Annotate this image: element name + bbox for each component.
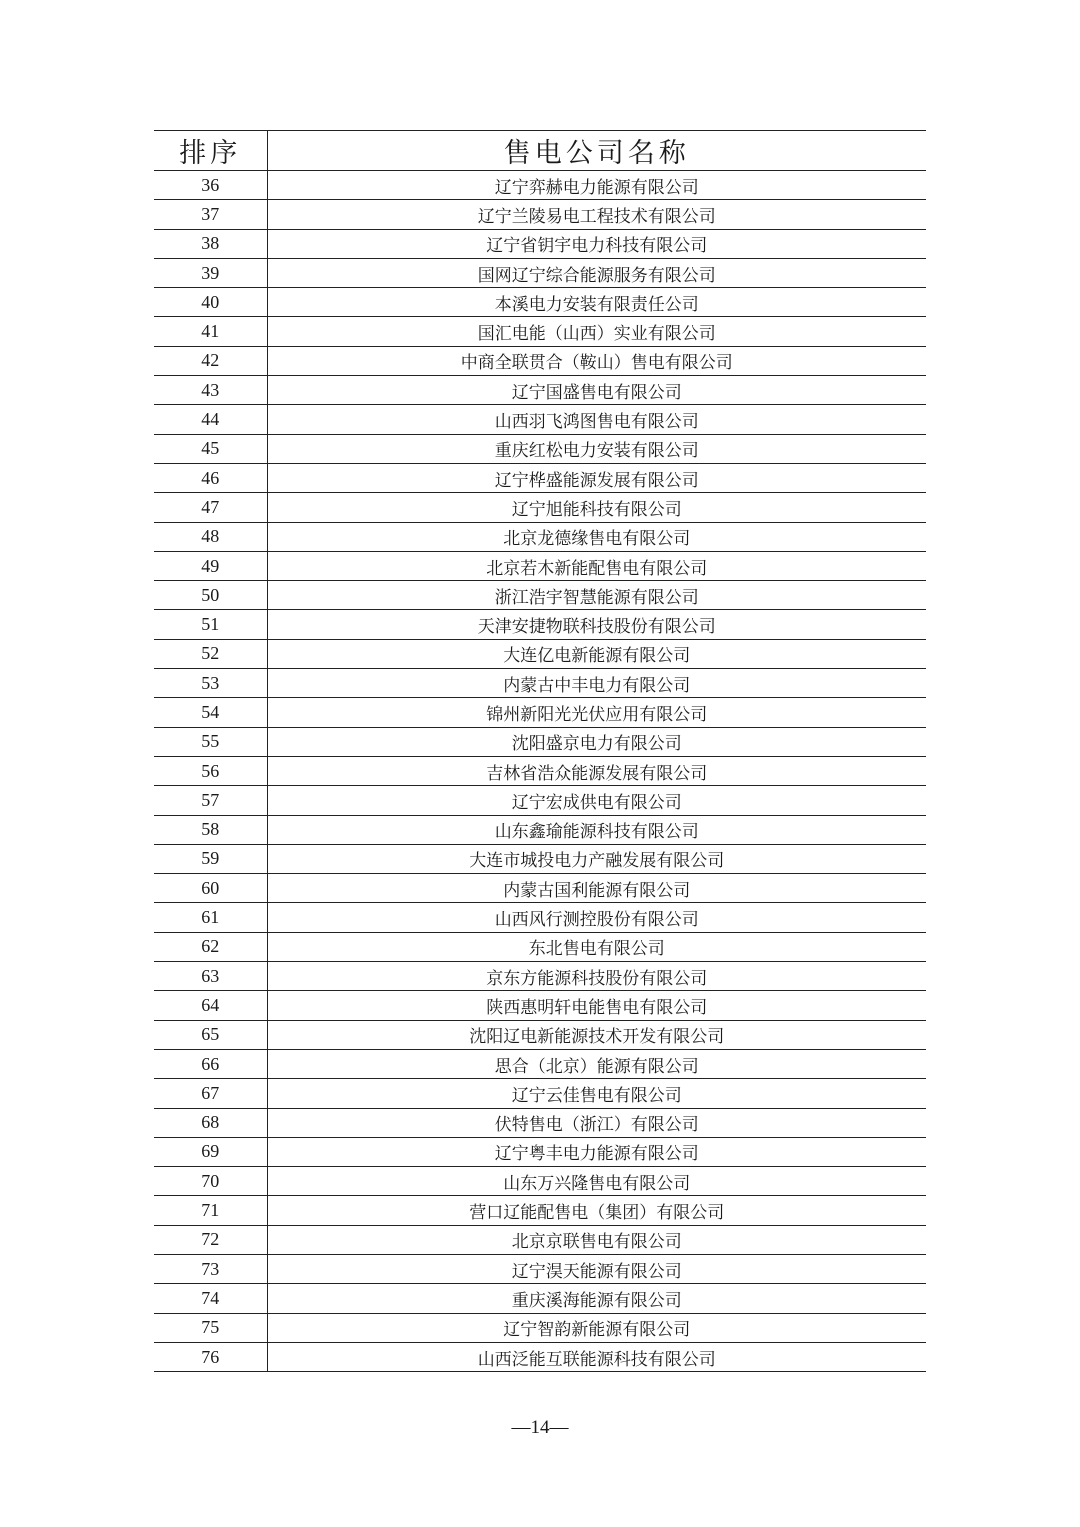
rank-cell: 55 <box>154 727 267 756</box>
table-row <box>154 288 926 317</box>
company-name-cell: 营口辽能配售电（集团）有限公司 <box>267 1196 926 1225</box>
rank-cell: 51 <box>154 610 267 639</box>
company-name-cell: 辽宁智韵新能源有限公司 <box>267 1313 926 1342</box>
rank-cell: 38 <box>154 229 267 258</box>
company-name-cell: 内蒙古国利能源有限公司 <box>267 874 926 903</box>
rank-cell: 52 <box>154 639 267 668</box>
rank-cell: 64 <box>154 991 267 1020</box>
rank-cell: 76 <box>154 1342 267 1371</box>
company-name-cell: 吉林省浩众能源发展有限公司 <box>267 756 926 785</box>
company-name-cell: 山西泛能互联能源科技有限公司 <box>267 1342 926 1371</box>
table-row <box>154 962 926 991</box>
table-row <box>154 1020 926 1049</box>
company-name-cell: 北京若木新能配售电有限公司 <box>267 551 926 580</box>
company-name-cell: 大连市城投电力产融发展有限公司 <box>267 844 926 873</box>
table-body <box>154 171 926 1372</box>
table-row <box>154 317 926 346</box>
company-name-cell: 京东方能源科技股份有限公司 <box>267 962 926 991</box>
rank-cell: 70 <box>154 1167 267 1196</box>
table-row <box>154 434 926 463</box>
table-row <box>154 610 926 639</box>
table-row <box>154 1342 926 1371</box>
company-name-cell: 辽宁桦盛能源发展有限公司 <box>267 463 926 492</box>
company-name-cell: 辽宁宏成供电有限公司 <box>267 786 926 815</box>
rank-cell: 60 <box>154 874 267 903</box>
table-row <box>154 522 926 551</box>
company-name-cell: 伏特售电（浙江）有限公司 <box>267 1108 926 1137</box>
rank-cell: 66 <box>154 1049 267 1078</box>
company-name-cell: 沈阳辽电新能源技术开发有限公司 <box>267 1020 926 1049</box>
rank-cell: 49 <box>154 551 267 580</box>
table-row <box>154 1284 926 1313</box>
rank-cell: 36 <box>154 171 267 200</box>
company-name-cell: 国网辽宁综合能源服务有限公司 <box>267 258 926 287</box>
table-row <box>154 346 926 375</box>
rank-cell: 56 <box>154 756 267 785</box>
company-name-cell: 沈阳盛京电力有限公司 <box>267 727 926 756</box>
rank-cell: 45 <box>154 434 267 463</box>
table-row <box>154 669 926 698</box>
rank-cell: 40 <box>154 288 267 317</box>
table-row <box>154 1225 926 1254</box>
company-name-cell: 重庆红松电力安装有限公司 <box>267 434 926 463</box>
company-name-cell: 重庆溪海能源有限公司 <box>267 1284 926 1313</box>
company-name-cell: 辽宁粤丰电力能源有限公司 <box>267 1137 926 1166</box>
rank-cell: 71 <box>154 1196 267 1225</box>
company-name-cell: 锦州新阳光光伏应用有限公司 <box>267 698 926 727</box>
company-name-cell: 天津安捷物联科技股份有限公司 <box>267 610 926 639</box>
table-row <box>154 1079 926 1108</box>
table-row <box>154 991 926 1020</box>
table-header-row <box>154 131 926 171</box>
company-name-cell: 山东万兴隆售电有限公司 <box>267 1167 926 1196</box>
table-row <box>154 171 926 200</box>
company-ranking-table <box>154 130 926 1372</box>
table-row <box>154 551 926 580</box>
company-name-cell: 内蒙古中丰电力有限公司 <box>267 669 926 698</box>
company-name-cell: 山东鑫瑜能源科技有限公司 <box>267 815 926 844</box>
rank-cell: 73 <box>154 1254 267 1283</box>
rank-cell: 42 <box>154 346 267 375</box>
rank-cell: 75 <box>154 1313 267 1342</box>
rank-cell: 62 <box>154 932 267 961</box>
company-name-cell: 浙江浩宇智慧能源有限公司 <box>267 581 926 610</box>
company-name-cell: 中商全联贯合（鞍山）售电有限公司 <box>267 346 926 375</box>
table-row <box>154 1254 926 1283</box>
rank-cell: 59 <box>154 844 267 873</box>
table-row <box>154 815 926 844</box>
table-row <box>154 376 926 405</box>
rank-cell: 72 <box>154 1225 267 1254</box>
table-row <box>154 405 926 434</box>
company-name-cell: 国汇电能（山西）实业有限公司 <box>267 317 926 346</box>
company-name-cell: 东北售电有限公司 <box>267 932 926 961</box>
table-row <box>154 1196 926 1225</box>
table-row <box>154 200 926 229</box>
table-row <box>154 639 926 668</box>
company-name-cell: 山西羽飞鸿图售电有限公司 <box>267 405 926 434</box>
table-row <box>154 844 926 873</box>
table-row <box>154 1049 926 1078</box>
table-row <box>154 1167 926 1196</box>
rank-cell: 65 <box>154 1020 267 1049</box>
company-name-cell: 思合（北京）能源有限公司 <box>267 1049 926 1078</box>
company-name-cell: 辽宁淏天能源有限公司 <box>267 1254 926 1283</box>
header-rank: 排序 <box>154 131 267 171</box>
company-ranking-table-wrap <box>154 130 926 1372</box>
rank-cell: 53 <box>154 669 267 698</box>
company-name-cell: 辽宁旭能科技有限公司 <box>267 493 926 522</box>
table-row <box>154 581 926 610</box>
rank-cell: 47 <box>154 493 267 522</box>
rank-cell: 58 <box>154 815 267 844</box>
rank-cell: 39 <box>154 258 267 287</box>
company-name-cell: 辽宁云佳售电有限公司 <box>267 1079 926 1108</box>
company-name-cell: 陕西惠明轩电能售电有限公司 <box>267 991 926 1020</box>
rank-cell: 57 <box>154 786 267 815</box>
table-row <box>154 727 926 756</box>
company-name-cell: 大连亿电新能源有限公司 <box>267 639 926 668</box>
rank-cell: 44 <box>154 405 267 434</box>
table-row <box>154 258 926 287</box>
table-row <box>154 903 926 932</box>
table-row <box>154 786 926 815</box>
header-company-name: 售电公司名称 <box>267 131 926 171</box>
rank-cell: 50 <box>154 581 267 610</box>
table-row <box>154 874 926 903</box>
company-name-cell: 本溪电力安装有限责任公司 <box>267 288 926 317</box>
rank-cell: 67 <box>154 1079 267 1108</box>
rank-cell: 37 <box>154 200 267 229</box>
company-name-cell: 山西风行测控股份有限公司 <box>267 903 926 932</box>
page-number: —14— <box>511 1417 569 1438</box>
table-row <box>154 1137 926 1166</box>
company-name-cell: 辽宁省钥宇电力科技有限公司 <box>267 229 926 258</box>
table-row <box>154 932 926 961</box>
company-name-cell: 辽宁国盛售电有限公司 <box>267 376 926 405</box>
rank-cell: 61 <box>154 903 267 932</box>
company-name-cell: 北京龙德缘售电有限公司 <box>267 522 926 551</box>
table-row <box>154 698 926 727</box>
table-row <box>154 1108 926 1137</box>
table-row <box>154 1313 926 1342</box>
rank-cell: 74 <box>154 1284 267 1313</box>
table-row <box>154 229 926 258</box>
rank-cell: 69 <box>154 1137 267 1166</box>
rank-cell: 63 <box>154 962 267 991</box>
company-name-cell: 北京京联售电有限公司 <box>267 1225 926 1254</box>
company-name-cell: 辽宁兰陵易电工程技术有限公司 <box>267 200 926 229</box>
company-name-cell: 辽宁弈赫电力能源有限公司 <box>267 171 926 200</box>
rank-cell: 46 <box>154 463 267 492</box>
table-row <box>154 756 926 785</box>
table-row <box>154 493 926 522</box>
rank-cell: 68 <box>154 1108 267 1137</box>
rank-cell: 54 <box>154 698 267 727</box>
rank-cell: 43 <box>154 376 267 405</box>
rank-cell: 41 <box>154 317 267 346</box>
rank-cell: 48 <box>154 522 267 551</box>
table-row <box>154 463 926 492</box>
